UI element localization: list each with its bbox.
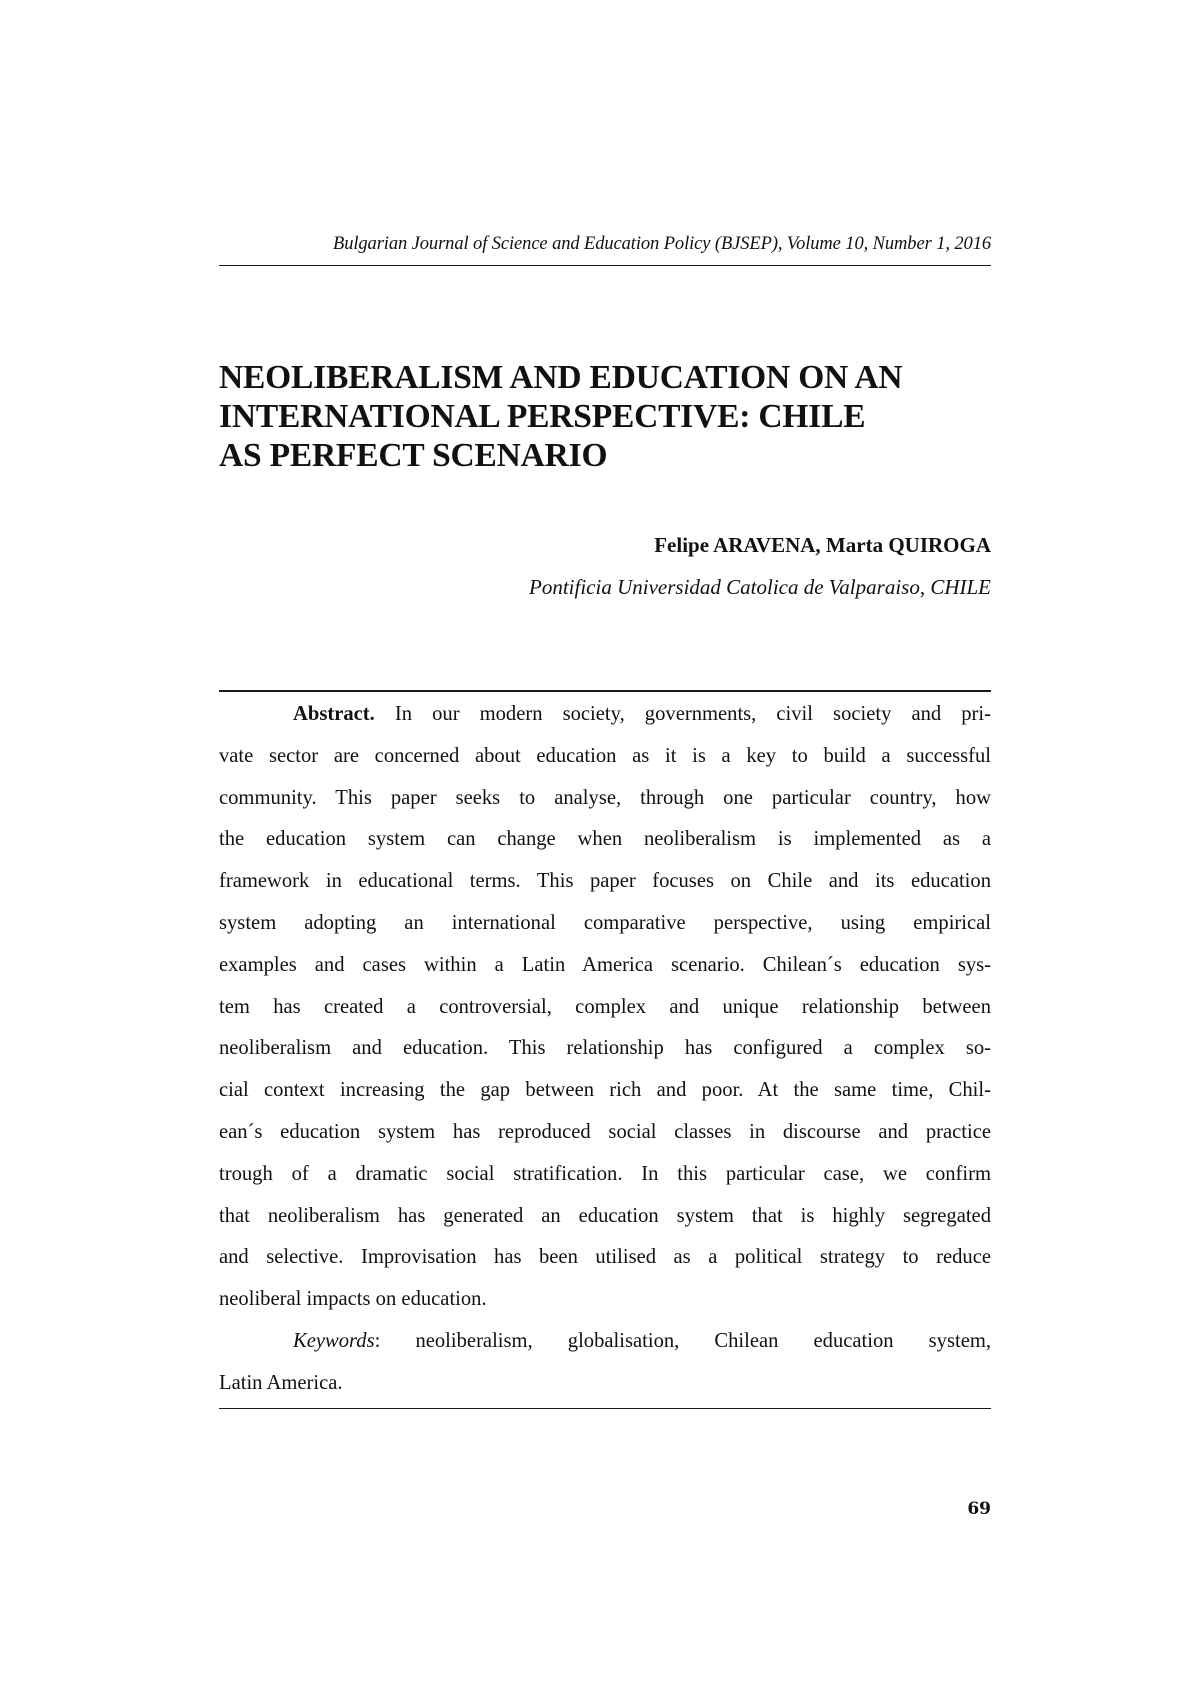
abstract-line: tem has created a controversial, complex and unique relationship between xyxy=(219,995,991,1018)
abstract-line: that neoliberalism has generated an education system that is highly segregated xyxy=(219,1204,991,1227)
abstract-line: framework in educational terms. This paper focuses on Chile and its education xyxy=(219,870,991,893)
abstract-top-rule xyxy=(219,690,991,692)
abstract-line: system adopting an international comparative perspective, using empirical xyxy=(219,911,991,934)
title-line: INTERNATIONAL PERSPECTIVE: CHILE xyxy=(219,398,866,435)
title-line: AS PERFECT SCENARIO xyxy=(219,437,608,474)
abstract-line: neoliberalism and education. This relationship has configured a complex so- xyxy=(219,1037,991,1060)
abstract-line: trough of a dramatic social stratification. In this particular case, we confirm xyxy=(219,1162,991,1185)
keywords-line xyxy=(219,1321,991,1363)
affiliation: Pontificia Universidad Catolica de Valparaiso, CHILE xyxy=(529,575,991,599)
header-rule xyxy=(219,265,991,266)
abstract-line: and selective. Improvisation has been utilised as a political strategy to reduce xyxy=(219,1246,991,1269)
running-header: Bulgarian Journal of Science and Education Policy (BJSEP), Volume 10, Number 1, 2016 xyxy=(333,234,991,254)
abstract-line: examples and cases within a Latin America scenario. Chilean´s education sys- xyxy=(219,953,991,976)
title-line: NEOLIBERALISM AND EDUCATION ON AN xyxy=(219,359,903,396)
authors: Felipe ARAVENA, Marta QUIROGA xyxy=(654,533,991,557)
keywords-text: neoliberalism, globalisation, Chilean education system, xyxy=(415,1329,992,1352)
keywords-colon: : xyxy=(374,1329,381,1352)
keywords-label: Keywords xyxy=(293,1329,375,1352)
abstract-block xyxy=(219,694,991,1405)
keywords-line: Latin America. xyxy=(219,1371,343,1394)
abstract-line: community. This paper seeks to analyse, through one particular country, how xyxy=(219,786,991,809)
abstract-bottom-rule xyxy=(219,1408,991,1409)
article-title xyxy=(219,358,1009,475)
abstract-line xyxy=(219,694,991,736)
abstract-line: vate sector are concerned about education as it is a key to build a successful xyxy=(219,744,991,767)
page-number: 69 xyxy=(967,1499,991,1519)
abstract-line: cial context increasing the gap between rich and poor. At the same time, Chil- xyxy=(219,1079,991,1102)
abstract-line: neoliberal impacts on education. xyxy=(219,1288,487,1311)
abstract-first-line-text: In our modern society, governments, civil society and pri- xyxy=(394,703,991,725)
abstract-label: Abstract. xyxy=(293,703,375,725)
abstract-line: ean´s education system has reproduced social classes in discourse and practice xyxy=(219,1120,991,1143)
abstract-line: the education system can change when neoliberalism is implemented as a xyxy=(219,828,991,851)
